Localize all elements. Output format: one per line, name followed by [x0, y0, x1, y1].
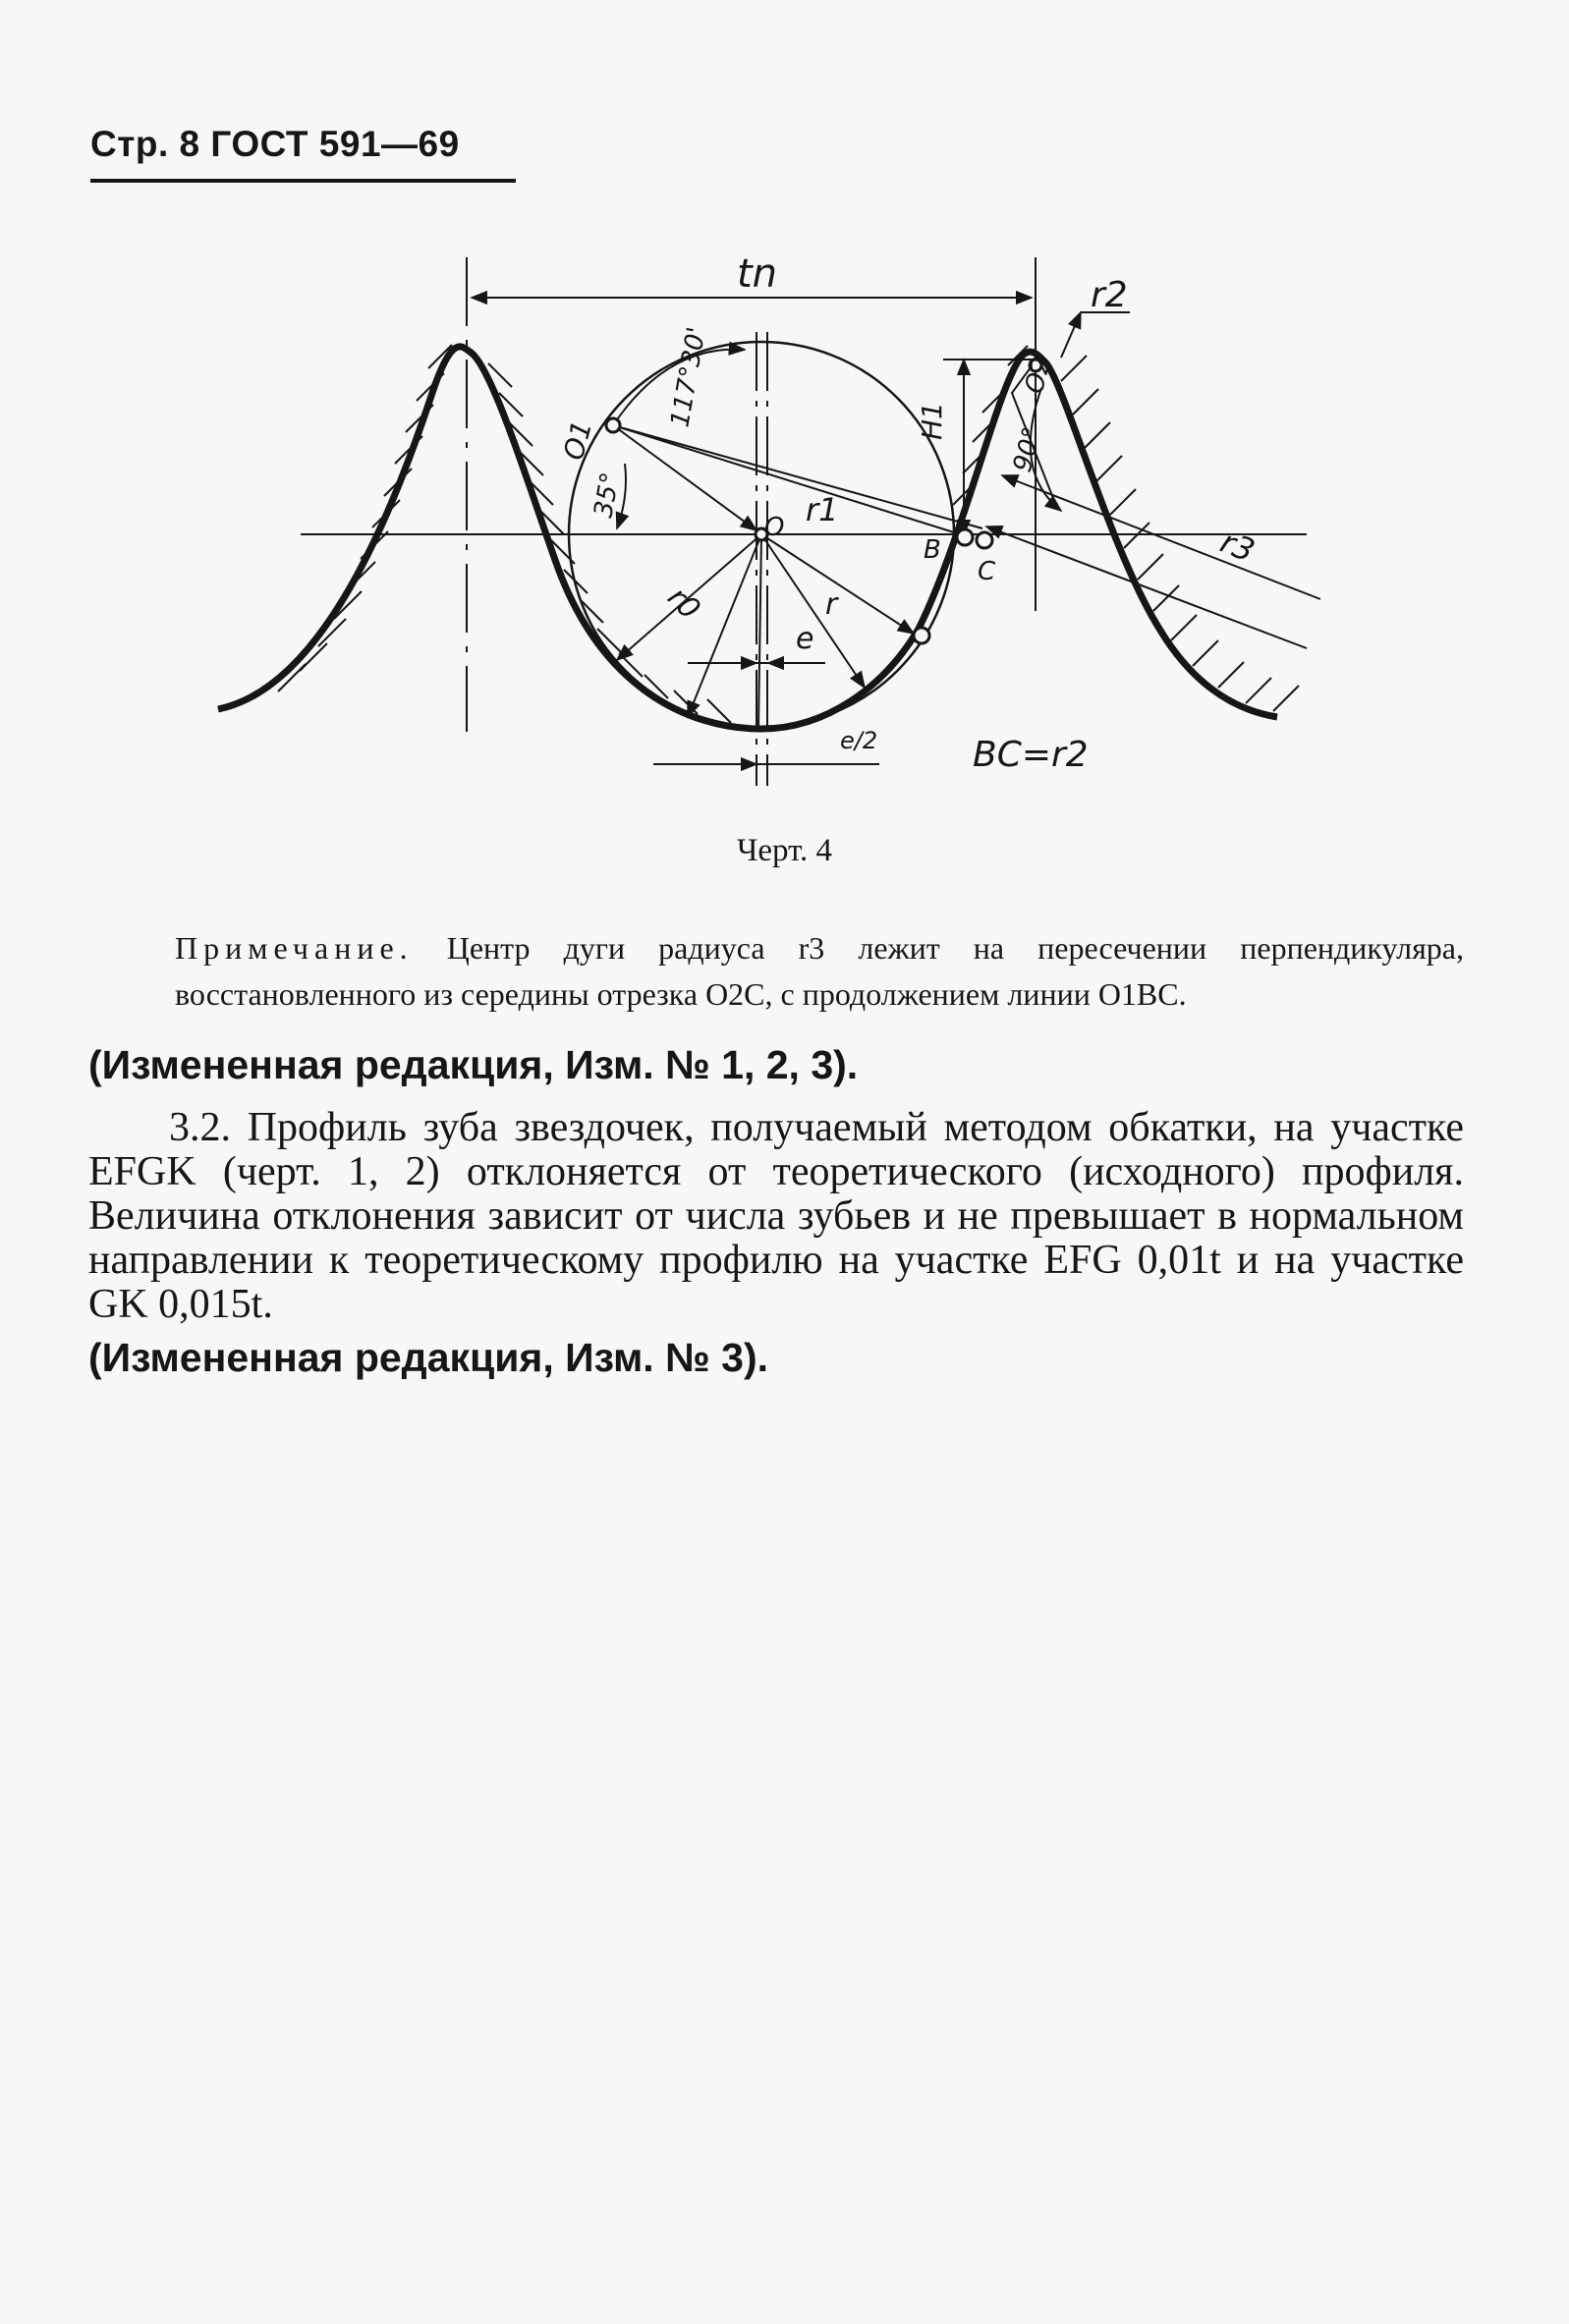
label-angle-117: 117°30': [665, 324, 712, 430]
hatching-left: [278, 345, 452, 692]
label-c: C: [978, 557, 996, 586]
label-angle-35: 35°: [588, 470, 626, 521]
ray-o-lower-1: [761, 534, 865, 688]
amendment-line-2: (Измененная редакция, Изм. № 3).: [88, 1335, 769, 1380]
label-r3: r3: [1215, 523, 1261, 570]
point-c: [977, 532, 992, 548]
label-r0: r0: [660, 580, 707, 627]
label-r2-top: r2: [1091, 275, 1128, 315]
ray-o1-b: [613, 425, 973, 538]
r2-leader: [1061, 312, 1130, 358]
point-b: [957, 529, 973, 545]
page-header: Стр. 8 ГОСТ 591—69: [90, 124, 460, 164]
note-text: Центр дуги радиуса r3 лежит на пересечении перпендикуляра, восстановленного из середины отрезка O2C, с продолжением линии O1BC.: [175, 930, 1465, 1012]
r3-line-1: [986, 526, 1307, 648]
label-r1: r1: [806, 491, 839, 528]
note-paragraph: [175, 925, 1464, 1018]
label-tn: tn: [737, 251, 778, 297]
point-o1: [606, 418, 620, 432]
label-b: B: [924, 535, 941, 565]
label-angle-90: 90°: [1007, 423, 1048, 475]
label-o1: O1: [556, 416, 599, 464]
ray-o-down: [758, 534, 761, 727]
label-e: e: [796, 622, 814, 656]
label-r: r: [825, 587, 838, 622]
point-g: [914, 628, 929, 643]
label-h1: H1: [916, 402, 948, 440]
r3-line-2: [1002, 475, 1320, 599]
label-o: O: [764, 513, 785, 542]
ray-r: [761, 534, 914, 634]
label-bc-eq: BC=r2: [973, 735, 1089, 775]
figure-caption: Черт. 4: [736, 833, 833, 868]
label-o2: O2: [1019, 354, 1058, 397]
ray-o1-o: [613, 425, 756, 530]
section-3-2-paragraph: 3.2. Профиль зуба звездочек, получаемый методом обкатки, на участке EFGK (черт. 1, 2) отклоняется от теоретического (исходного) профиля. Величина отклонения зависит от числа зубьев и не превышает в нормальном направлении к теоретическому профилю на участке EFG 0,01t и на участке GK 0,015t.: [88, 1105, 1464, 1327]
ray-o-lower-2: [688, 534, 761, 717]
tooth-profile-curve: [218, 347, 1277, 729]
note-lead: Примечание.: [175, 930, 414, 966]
label-e-half: e/2: [840, 727, 878, 754]
amendment-line-1: (Измененная редакция, Изм. № 1, 2, 3).: [88, 1042, 859, 1087]
sprocket-tooth-profile-drawing: [0, 0, 1569, 825]
